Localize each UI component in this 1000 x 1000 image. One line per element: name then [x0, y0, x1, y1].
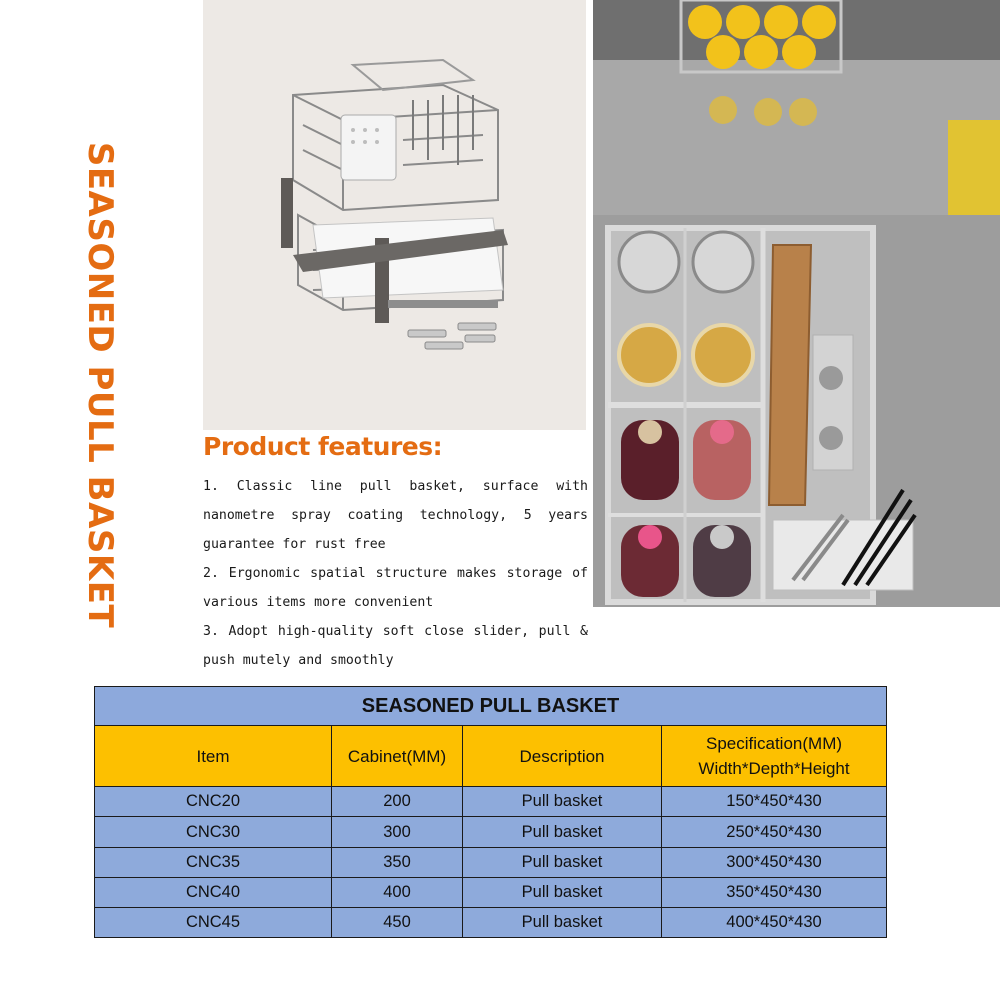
- cell-description: Pull basket: [463, 817, 662, 847]
- spec-table: [94, 686, 887, 938]
- table-row: [95, 907, 887, 937]
- header-description: Description: [463, 726, 662, 787]
- cell-cabinet: 450: [332, 907, 463, 937]
- table-header-row: [95, 726, 887, 787]
- features-heading: Product features:: [203, 432, 443, 461]
- cell-spec: 400*450*430: [662, 907, 887, 937]
- table-row: [95, 817, 887, 847]
- header-cabinet: Cabinet(MM): [332, 726, 463, 787]
- header-specification: [662, 726, 887, 787]
- cell-spec: 350*450*430: [662, 877, 887, 907]
- cell-item: CNC30: [95, 817, 332, 847]
- cell-description: Pull basket: [463, 787, 662, 817]
- feature-item: 3. Adopt high-quality soft close slider, pull & push mutely and smoothly: [203, 624, 588, 668]
- table-row: [95, 787, 887, 817]
- features-list: [203, 472, 588, 675]
- cell-cabinet: 350: [332, 847, 463, 877]
- cell-description: Pull basket: [463, 907, 662, 937]
- cell-item: CNC35: [95, 847, 332, 877]
- header-item: Item: [95, 726, 332, 787]
- vertical-title: SEASONED PULL BASKET: [80, 141, 120, 629]
- cell-cabinet: 300: [332, 817, 463, 847]
- cell-item: CNC45: [95, 907, 332, 937]
- feature-item: 2. Ergonomic spatial structure makes storage of various items more convenient: [203, 566, 588, 610]
- basket-with-bottles-illustration: [593, 0, 1000, 607]
- cell-spec: 250*450*430: [662, 817, 887, 847]
- table-row: [95, 847, 887, 877]
- cell-description: Pull basket: [463, 847, 662, 877]
- cell-item: CNC20: [95, 787, 332, 817]
- cell-cabinet: 200: [332, 787, 463, 817]
- cell-item: CNC40: [95, 877, 332, 907]
- cell-description: Pull basket: [463, 877, 662, 907]
- in-cabinet-photo: [593, 0, 1000, 607]
- product-photo: [203, 0, 586, 430]
- pull-basket-illustration: [203, 0, 586, 430]
- table-row: [95, 877, 887, 907]
- table-title: SEASONED PULL BASKET: [95, 687, 887, 726]
- cell-spec: 300*450*430: [662, 847, 887, 877]
- header-spec-line1: Specification(MM): [705, 734, 843, 754]
- header-spec-line2: Width*Depth*Height: [698, 759, 850, 779]
- cell-spec: 150*450*430: [662, 787, 887, 817]
- feature-item: 1. Classic line pull basket, surface with nanometre spray coating technology, 5 years guarantee for rust free: [203, 479, 588, 552]
- cell-cabinet: 400: [332, 877, 463, 907]
